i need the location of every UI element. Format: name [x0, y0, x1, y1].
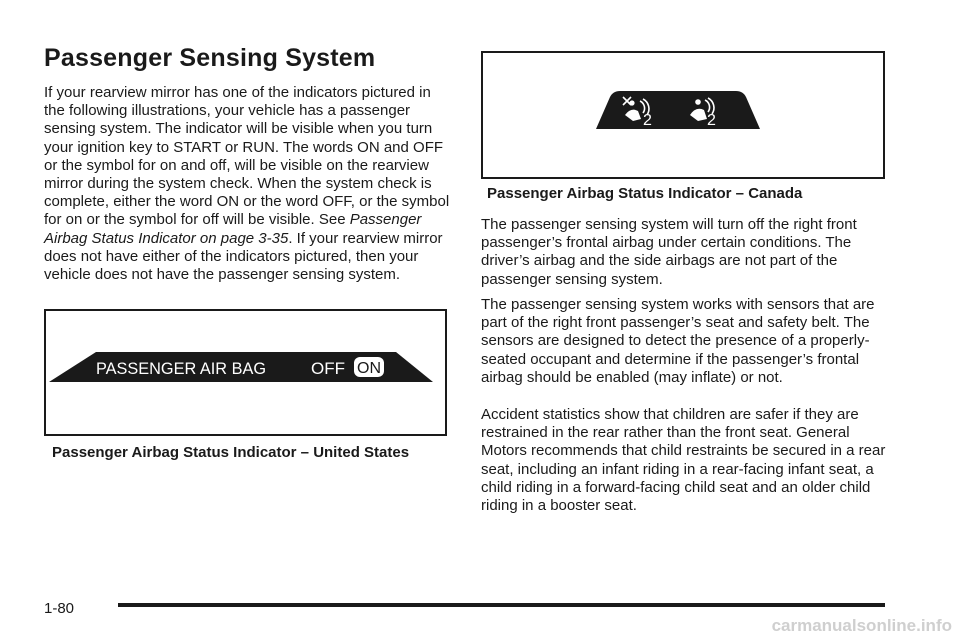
cross-reference: Passenger Airbag Status Indicator on page 3-35 [44, 211, 422, 247]
seat-number-1: 2 [643, 112, 652, 129]
site-watermark: carmanualsonline.info [771, 616, 952, 635]
footer-rule [118, 603, 885, 607]
airbag-indicator-canada-illustration [483, 53, 883, 177]
page-number: 1-80 [44, 600, 75, 617]
seat-number-2: 2 [707, 112, 716, 129]
figure-us-frame [44, 309, 447, 436]
right-paragraph-2: The passenger sensing system works with sensors that are part of the right front passenger’s seat and safety belt. The sensors are designed to detect the presence of a properly-seated occupant and determine if the passenger’s frontal airbag should be enabled (may inflate) or not. [481, 296, 875, 386]
indicator-display-shape [596, 91, 760, 129]
figure-canada-caption: Passenger Airbag Status Indicator – Canada [487, 185, 803, 202]
page-title: Passenger Sensing System [44, 44, 376, 72]
right-paragraph-3: Accident statistics show that children are safer if they are restrained in the rear rather than the front seat. General Motors recommends that child restraints be secured in a rear seat, including an infant riding in a rear-facing infant seat, a child riding in a forward-facing child seat and an older child riding in a booster seat. [481, 406, 886, 515]
figure-us-caption: Passenger Airbag Status Indicator – United States [52, 444, 410, 461]
figure-canada-frame [481, 51, 885, 179]
indicator-off-text: OFF [311, 359, 345, 378]
indicator-label-text: PASSENGER AIR BAG [96, 359, 266, 378]
airbag-indicator-us-illustration [46, 311, 445, 434]
indicator-on-text: ON [357, 360, 381, 377]
right-paragraph-1: The passenger sensing system will turn off the right front passenger’s frontal airbag under certain conditions. The driver’s airbag and the side airbags are not part of the passenger sensing system. [481, 216, 857, 288]
intro-paragraph: If your rearview mirror has one of the indicators pictured in the following illustrations, your vehicle has a passenger sensing system. The indicator will be visible when you turn your ignition key to START or RUN. The words ON and OFF or the symbol for on and off, will be visible on the rearview mirror during the system check. When the system check is complete, either the word ON or the word OFF, or the symbol for on or the symbol for off will be visible. See Passenger Airbag Status Indicator on page 3-35. If your rearview mirror does not have either of the indicators pictured, then your vehicle does not have the passenger sensing system. [44, 84, 450, 284]
